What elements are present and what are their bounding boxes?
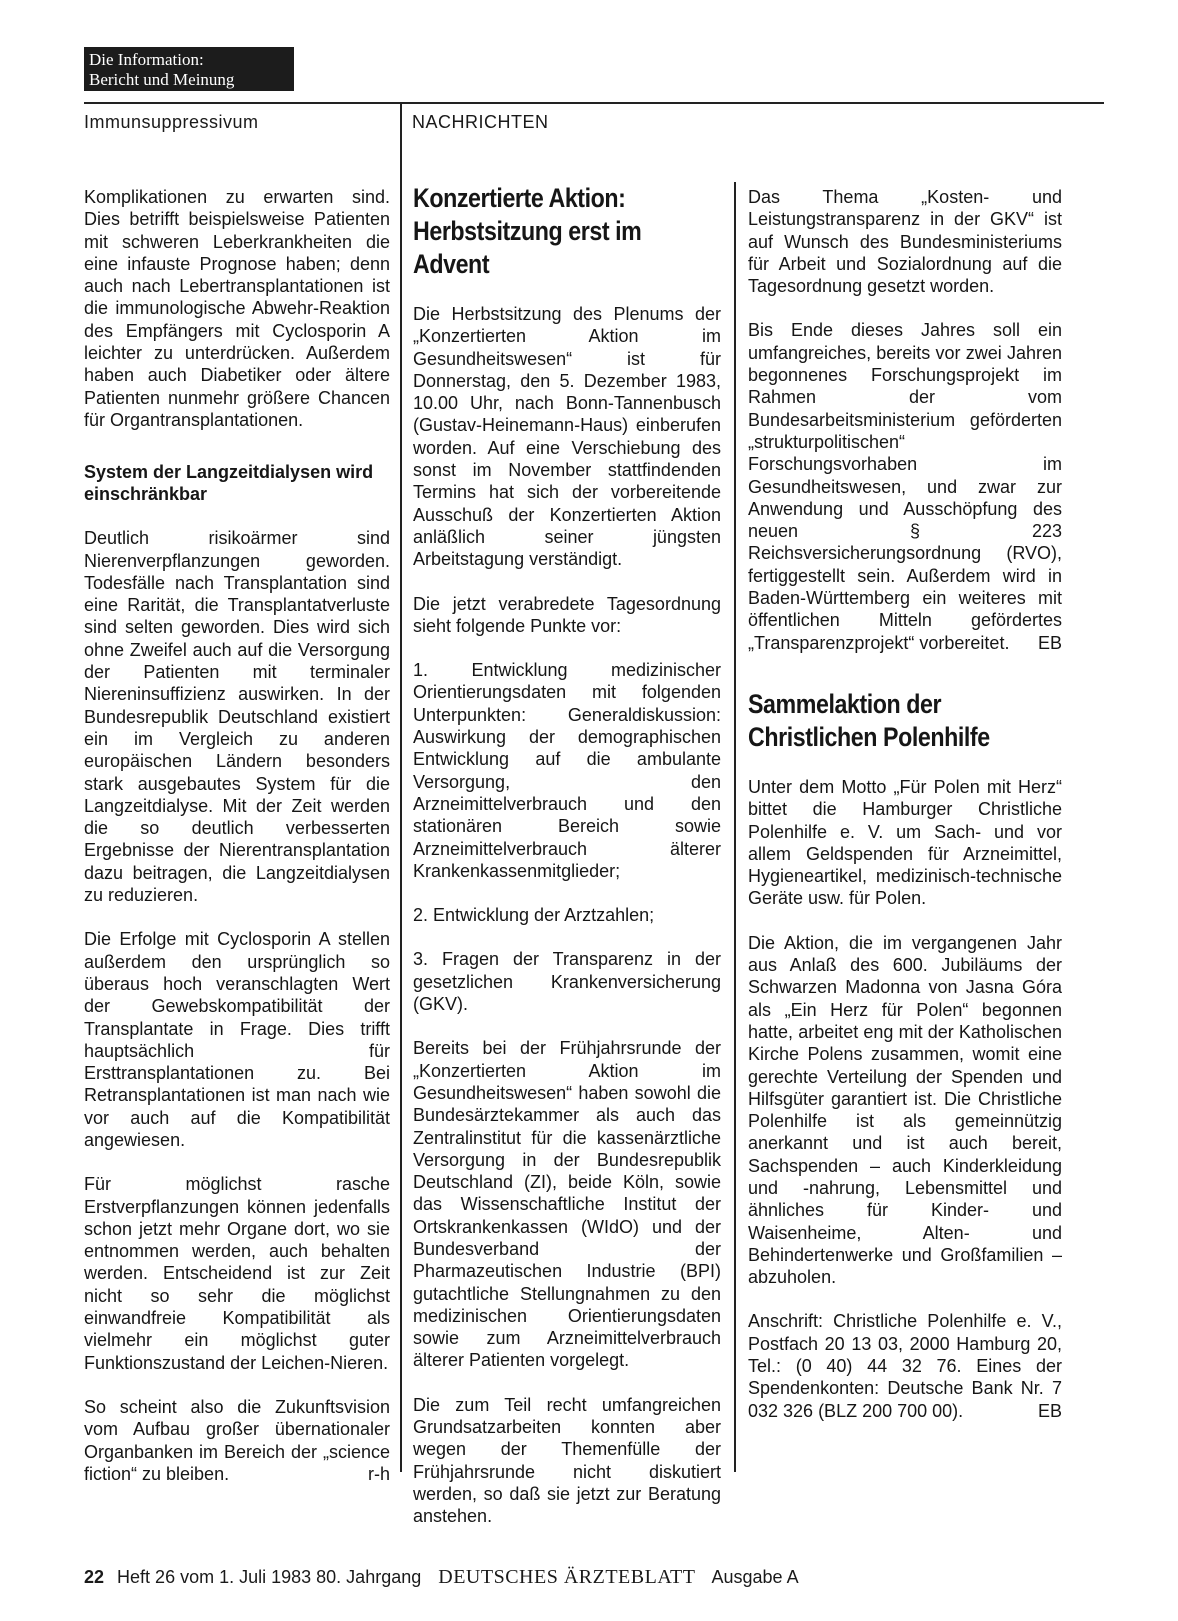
paragraph: 3. Fragen der Transparenz in der gesetzlichen Krankenversicherung (GKV). [413, 949, 721, 1015]
column-3 [748, 186, 1062, 1422]
paragraph: Die Aktion, die im vergangenen Jahr aus Anlaß des 600. Jubiläums der Schwarzen Madonna von Jasna Góra als „Ein Herz für Polen“ begonnen hatte, arbeitet eng mit der Katholischen Kirche Polens zusammen, womit eine gerechte Verteilung der Spenden und Hilfsgüter garantiert ist. Die Christliche Polenhilfe ist als gemeinnützig anerkannt und ist auch bereit, Sachspenden – auch Kinderkleidung und -nahrung, Lebensmittel und ähnliches für Kinder- und Waisenheime, Alten- und Behindertenwerke und Großfamilien – abzuholen. [748, 932, 1062, 1288]
article-title: Konzertierte Aktion: Herbstsitzung erst im Advent [413, 183, 642, 279]
paragraph: Deutlich risikoärmer sind Nierenverpflanzungen geworden. Todesfälle nach Transplantation sind eine Rarität, die Transplantatverluste sind selten geworden. Dies wird sich ohne Zweifel auch auf die Versorgung der Patienten mit terminaler Niereninsuffizienz auswirken. In der Bundesrepublik Deutschland existiert ein im Vergleich zu anderen europäischen Ländern besonders stark ausgebautes System für die Langzeitdialyse. Mit der Zeit werden die so deutlich verbesserten Ergebnisse der Nierentransplantation dazu beitragen, die Langzeitdialysen zu reduzieren. [84, 528, 390, 906]
edition: Ausgabe A [711, 1567, 799, 1587]
page-footer [84, 1566, 799, 1589]
paragraph: Für möglichst rasche Erstverpflanzungen können jedenfalls schon jetzt mehr Organe dort, wo sie entnommen werden, auch behalten werden. Entscheidend ist zur Zeit nicht so sehr die möglichst einwandfreie Kompatibilität als vielmehr ein möglichst guter Funktionszustand der Leichen-Nieren. [84, 1174, 390, 1373]
page-number: 22 [84, 1567, 105, 1587]
paragraph: Unter dem Motto „Für Polen mit Herz“ bittet die Hamburger Christliche Polenhilfe e. V. um Sach- und vor allem Geldspenden für Arzneimittel, Hygieneartikel, medizinisch-technische Geräte usw. für Polen. [748, 776, 1062, 909]
section-label-line2: Bericht und Meinung [89, 70, 235, 89]
column-divider-2 [734, 182, 736, 1472]
paragraph: Die jetzt verabredete Tagesordnung sieht folgende Punkte vor: [413, 593, 721, 636]
section-label-line1: Die Information: [89, 50, 204, 69]
paragraph: Das Thema „Kosten- und Leistungstransparenz in der GKV“ ist auf Wunsch des Bundesministeriums für Arbeit und Sozialordnung auf die Tagesordnung gesetzt worden. [748, 187, 1062, 297]
author-signature: EB [1037, 1400, 1062, 1421]
paragraph-text: So scheint also die Zukunftsvision vom Aufbau großer übernationaler Organbanken im Bereich der „science fiction“ zu bleiben. [84, 1396, 390, 1484]
rubric-left: Immunsuppressivum [84, 112, 259, 132]
paragraph-text: Bis Ende dieses Jahres soll ein umfangreiches, bereits vor zwei Jahren begonnenes Forschungsprojekt im Rahmen der vom Bundesarbeitsministerium geförderten „strukturpolitischen“ Forschungsvorhaben im Gesundheitswesen, und zwar zur Anwendung und Ausschöpfung des neuen § 223 Reichsversicherungsordnung (RVO), fertiggestellt sein. Außerdem wird in Baden-Württemberg ein weiteres mit öffentlichen Mitteln gefördertes „Transparenzprojekt“ vorbereitet. [748, 320, 1062, 653]
paragraph: 2. Entwicklung der Arztzahlen; [413, 905, 655, 926]
subheading: System der Langzeitdialysen wird einschränkbar [84, 462, 374, 505]
paragraph: Komplikationen zu erwarten sind. Dies betrifft beispielsweise Patienten mit schweren Leberkrankheiten die eine infauste Prognose haben; denn auch nach Lebertransplantationen ist die immunologische Abwehr-Reaktion des Empfängers mit Cyclosporin A leichter zu unterdrücken. Außerdem haben auch Diabetiker oder ältere Patienten nunmehr größere Chancen für Organtransplantationen. [84, 187, 390, 430]
paragraph: Bereits bei der Frühjahrsrunde der „Konzertierten Aktion im Gesundheitswesen“ haben sowohl die Bundesärztekammer als auch das Zentralinstitut für die kassenärztliche Versorgung in der Bundesrepublik Deutschland (ZI), beide Köln, sowie das Wissenschaftliche Institut der Ortskrankenkassen (WIdO) und der Bundesverband der Pharmazeutischen Industrie (BPI) gutachtliche Stellungnahmen zu den medizinischen Orientierungsdaten sowie zum Arzneimittelverbrauch älterer Patienten vorgelegt. [413, 1038, 721, 1371]
paragraph-text: Anschrift: Christliche Polenhilfe e. V., Postfach 20 13 03, 2000 Hamburg 20, Tel.: (0 40) 44 32 76. Eines der Spendenkonten: Deutsche Bank Nr. 7 032 326 (BLZ 200 700 00). [748, 1311, 1062, 1421]
author-signature: EB [1037, 632, 1062, 653]
column-2 [413, 182, 721, 1528]
author-signature: r-h [368, 1463, 390, 1484]
journal-name: DEUTSCHES ÄRZTEBLATT [438, 1566, 696, 1588]
paragraph: Die zum Teil recht umfangreichen Grundsatzarbeiten konnten aber wegen der Themenfülle der Frühjahrsrunde nicht diskutiert werden, so daß sie jetzt zur Beratung anstehen. [413, 1394, 721, 1527]
paragraph: 1. Entwicklung medizinischer Orientierungsdaten mit folgenden Unterpunkten: Generaldiskussion: Auswirkung der demographischen Entwicklung auf die ambulante Versorgung, den Arzneimittelverbrauch und den stationären Bereich sowie Arzneimittelverbrauch älterer Krankenkassenmitglieder; [413, 660, 721, 881]
header-rule [84, 102, 1104, 104]
paragraph [748, 1310, 1062, 1421]
paragraph [748, 319, 1062, 653]
rubric-right: NACHRICHTEN [412, 112, 549, 132]
paragraph: Die Erfolge mit Cyclosporin A stellen außerdem den ursprünglich so überaus hoch veranschlagten Wert der Gewebskompatibilität der Transplantate in Frage. Dies trifft hauptsächlich für Ersttransplantationen zu. Bei Retransplantationen ist man nach wie vor auch auf die Kompatibilität angewiesen. [84, 929, 390, 1150]
column-divider-1 [400, 102, 402, 1472]
paragraph: Die Herbstsitzung des Plenums der „Konzertierten Aktion im Gesundheitswesen“ ist für Donnerstag, den 5. Dezember 1983, 10.00 Uhr, nach Bonn-Tannenbusch (Gustav-Heinemann-Haus) einberufen worden. Auf eine Verschiebung des sonst im November stattfindenden Termins hat sich der vorbereitende Ausschuß der Konzertierten Aktion anläßlich seiner jüngsten Arbeitstagung verständigt. [413, 304, 721, 570]
issue-info: Heft 26 vom 1. Juli 1983 80. Jahrgang [117, 1567, 422, 1587]
column-1 [84, 186, 390, 1485]
section-badge [84, 47, 294, 91]
paragraph [84, 1396, 390, 1485]
article-title: Sammelaktion der Christlichen Polenhilfe [748, 688, 990, 752]
